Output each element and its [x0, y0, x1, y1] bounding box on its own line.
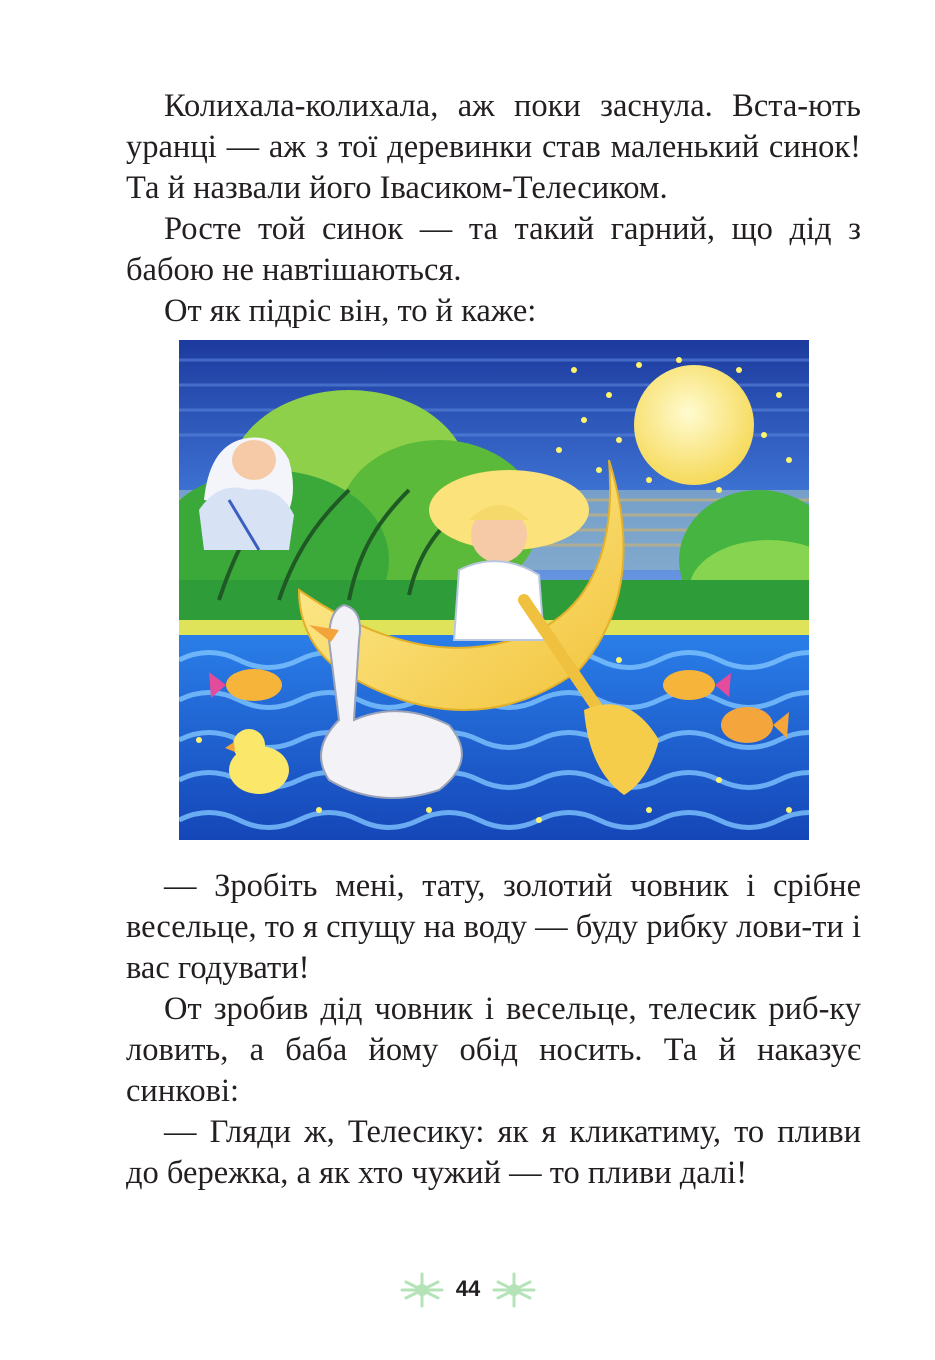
story-illustration — [179, 340, 809, 840]
page-number: 44 — [455, 1276, 481, 1301]
paragraph-3: От як підріс він, то й каже: — [164, 293, 537, 329]
paragraph-2: Росте той синок — та такий гарний, що дід з бабою не навтішаються. — [126, 211, 861, 288]
snowflake-ornament-icon — [400, 1272, 444, 1308]
paragraph-5: От зробив дід човник і весельце, телесик риб-ку ловить, а баба йому обід носить. Та й наказує синкові: — [126, 991, 861, 1109]
moon — [634, 365, 754, 485]
story-text-bottom — [126, 866, 861, 1194]
paragraph-4: — Зробіть мені, тату, золотий човник і срібне весельце, то я спущу на воду — буду рибку лови-ти і вас годувати! — [126, 868, 861, 986]
story-text-top — [126, 86, 861, 332]
paragraph-6: — Гляди ж, Телесику: як я кликатиму, то пливи до бережка, а як хто чужий — то пливи далі! — [126, 1114, 861, 1191]
snowflake-ornament-icon — [492, 1272, 536, 1308]
paragraph-1: Колихала-колихала, аж поки заснула. Вста-ють уранці — аж з тої деревинки став маленький синок! Та й назвали його Івасиком-Телесиком. — [126, 88, 861, 206]
page-footer — [400, 1272, 536, 1308]
